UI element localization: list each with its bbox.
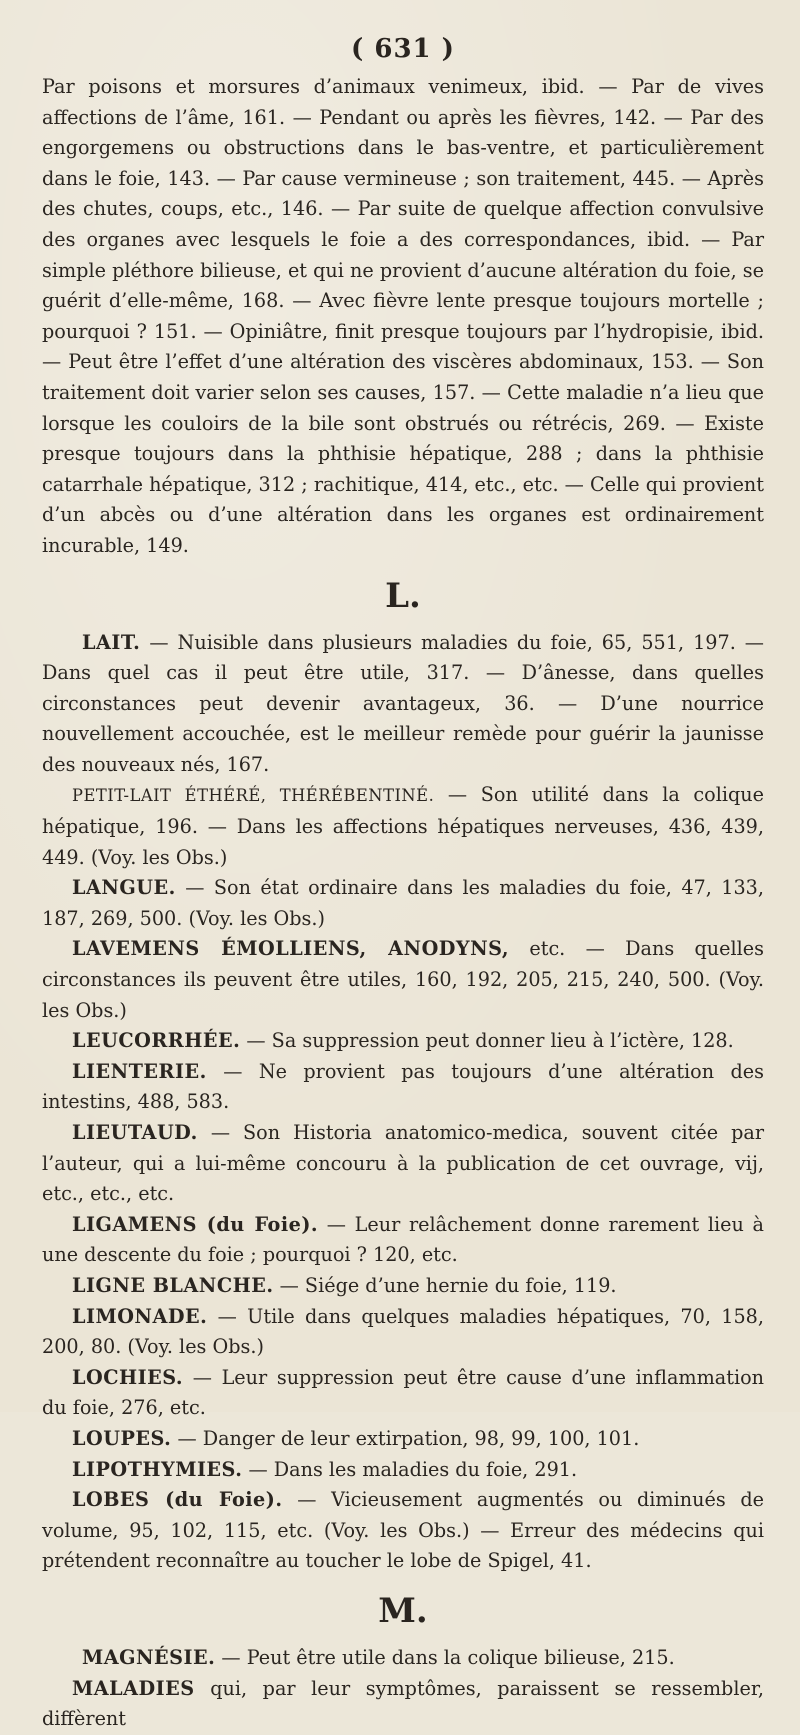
entry-text: — Utile dans quelques maladies hépatiques, 70, 158, 200, 80. (Voy. les Obs.) (42, 1304, 764, 1359)
index-entry-ligne-blanche (42, 1271, 764, 1302)
index-entry-leucorrhee (42, 1026, 764, 1057)
entry-text: etc. — Dans quelles circonstances ils peuvent être utiles, 160, 192, 205, 215, 240, 500. (Voy. les Obs.) (42, 937, 764, 1022)
entry-headword: MAGNÉSIE. (82, 1645, 216, 1669)
entry-headword: LANGUE. (72, 876, 176, 900)
index-entry-magnesie (42, 1643, 764, 1674)
entry-text: qui, par leur symptômes, paraissent se ressembler, diffèrent (42, 1676, 764, 1731)
index-entry-lipothymies (42, 1455, 764, 1486)
index-entry-lavemens (42, 934, 764, 1026)
index-entry-loupes (42, 1424, 764, 1455)
entry-text: — Ne provient pas toujours d’une altération des intestins, 488, 583. (42, 1059, 764, 1114)
entry-headword: LIEUTAUD. (72, 1121, 198, 1144)
entry-text: — Sa suppression peut donner lieu à l’ictère, 128. (240, 1029, 734, 1053)
index-entry-ligamens (42, 1210, 764, 1271)
entry-headword: LIGAMENS (du Foie). (72, 1212, 319, 1236)
index-entry-lobes (42, 1485, 764, 1577)
index-entry-maladies (42, 1674, 764, 1735)
index-entry-lieutaud (42, 1118, 764, 1210)
index-entry-lait (42, 628, 764, 781)
entry-text: — Leur relâchement donne rarement lieu à une descente du foie ; pourquoi ? 120, etc. (42, 1212, 764, 1267)
section-letter-l: L. (385, 575, 421, 616)
entry-text: — Leur suppression peut être cause d’une inflammation du foie, 276, etc. (42, 1365, 764, 1420)
entry-text: — Nuisible dans plusieurs maladies du foie, 65, 551, 197. — Dans quel cas il peut être utile, 317. — D’ânesse, dans quelles circonstances peut devenir avantageux, 36. — D’une nourrice nouvellement accouchée, est le meilleur remède pour guérir la jaunisse des nouveaux nés, 167. (42, 630, 764, 776)
entry-text: — Son état ordinaire dans les maladies du foie, 47, 133, 187, 269, 500. (Voy. les Obs.) (42, 876, 764, 930)
section-m-entries (42, 1643, 764, 1735)
entry-text: — Danger de leur extirpation, 98, 99, 100, 101. (171, 1426, 640, 1450)
entry-headword: LIENTERIE. (72, 1059, 207, 1083)
index-entry-lienterie (42, 1057, 764, 1118)
index-entry-langue (42, 873, 764, 934)
index-entry-limonade (42, 1302, 764, 1363)
index-entry-lochies (42, 1363, 764, 1424)
entry-headword: LOBES (du Foie). (72, 1488, 283, 1512)
entry-headword: LAIT. (82, 630, 141, 654)
entry-text: — Son Historia anatomico-medica, souvent citée par l’auteur, qui a lui-même concouru à la publication de cet ouvrage, vij, etc., etc., etc. (42, 1121, 764, 1206)
index-entry-petit-lait (42, 780, 764, 873)
section-l-entries (42, 628, 764, 1577)
page-number: ( 631 ) (351, 34, 455, 64)
entry-headword: LOCHIES. (72, 1365, 184, 1389)
entry-headword: MALADIES (72, 1676, 195, 1700)
continuation-paragraph: Par poisons et morsures d’animaux venimeux, ibid. — Par de vives affections de l’âme, 161. — Pendant ou après les fièvres, 142. — Par des engorgemens ou obstructions dans le bas-ventre, et particulièrement dans le foie, 143. — Par cause vermineuse ; son traitement, 445. — Après des chutes, coups, etc., 146. — Par suite de quelque affection convulsive des organes avec lesquels le foie a des correspondances, ibid. — Par simple pléthore bilieuse, et qui ne provient d’aucune altération du foie, se guérit d’elle-même, 168. — Avec fièvre lente presque toujours mortelle ; pourquoi ? 151. — Opiniâtre, finit presque toujours par l’hydropisie, ibid. — Peut être l’effet d’une altération des viscères abdominaux, 153. — Son traitement doit varier selon ses causes, 157. — Cette maladie n’a lieu que lorsque les couloirs de la bile sont obstrués ou rétrécis, 269. — Existe presque toujours dans la phthisie hépatique, 288 ; dans la phthisie catarrhale hépatique, 312 ; rachitique, 414, etc., etc. — Celle qui provient d’un abcès ou d’une altération dans les organes est ordinairement incurable, 149. (42, 75, 764, 557)
section-letter-m: M. (378, 1590, 428, 1631)
entry-headword: PETIT-LAIT ÉTHÉRÉ, THÉRÉBENTINÉ. (72, 786, 435, 806)
entry-text: — Peut être utile dans la colique bilieuse, 215. (215, 1645, 675, 1669)
entry-headword: LOUPES. (72, 1426, 172, 1450)
entry-text: — Siége d’une hernie du foie, 119. (273, 1273, 617, 1297)
entry-text: — Dans les maladies du foie, 291. (242, 1457, 578, 1481)
entry-text: — Son utilité dans la colique hépatique, 196. — Dans les affections hépatiques nerveuses, 436, 439, 449. (Voy. les Obs.) (42, 783, 764, 869)
entry-text: — Vicieusement augmentés ou diminués de volume, 95, 102, 115, etc. (Voy. les Obs.) — Erreur des médecins qui prétendent reconnaître au toucher le lobe de Spigel, 41. (42, 1488, 764, 1573)
entry-headword: LIGNE BLANCHE. (72, 1273, 274, 1297)
entry-headword: LIPOTHYMIES. (72, 1457, 243, 1481)
entry-headword: LAVEMENS ÉMOLLIENS, ANODYNS, (72, 937, 510, 961)
entry-headword: LEUCORRHÉE. (72, 1029, 241, 1053)
entry-headword: LIMONADE. (72, 1304, 208, 1328)
